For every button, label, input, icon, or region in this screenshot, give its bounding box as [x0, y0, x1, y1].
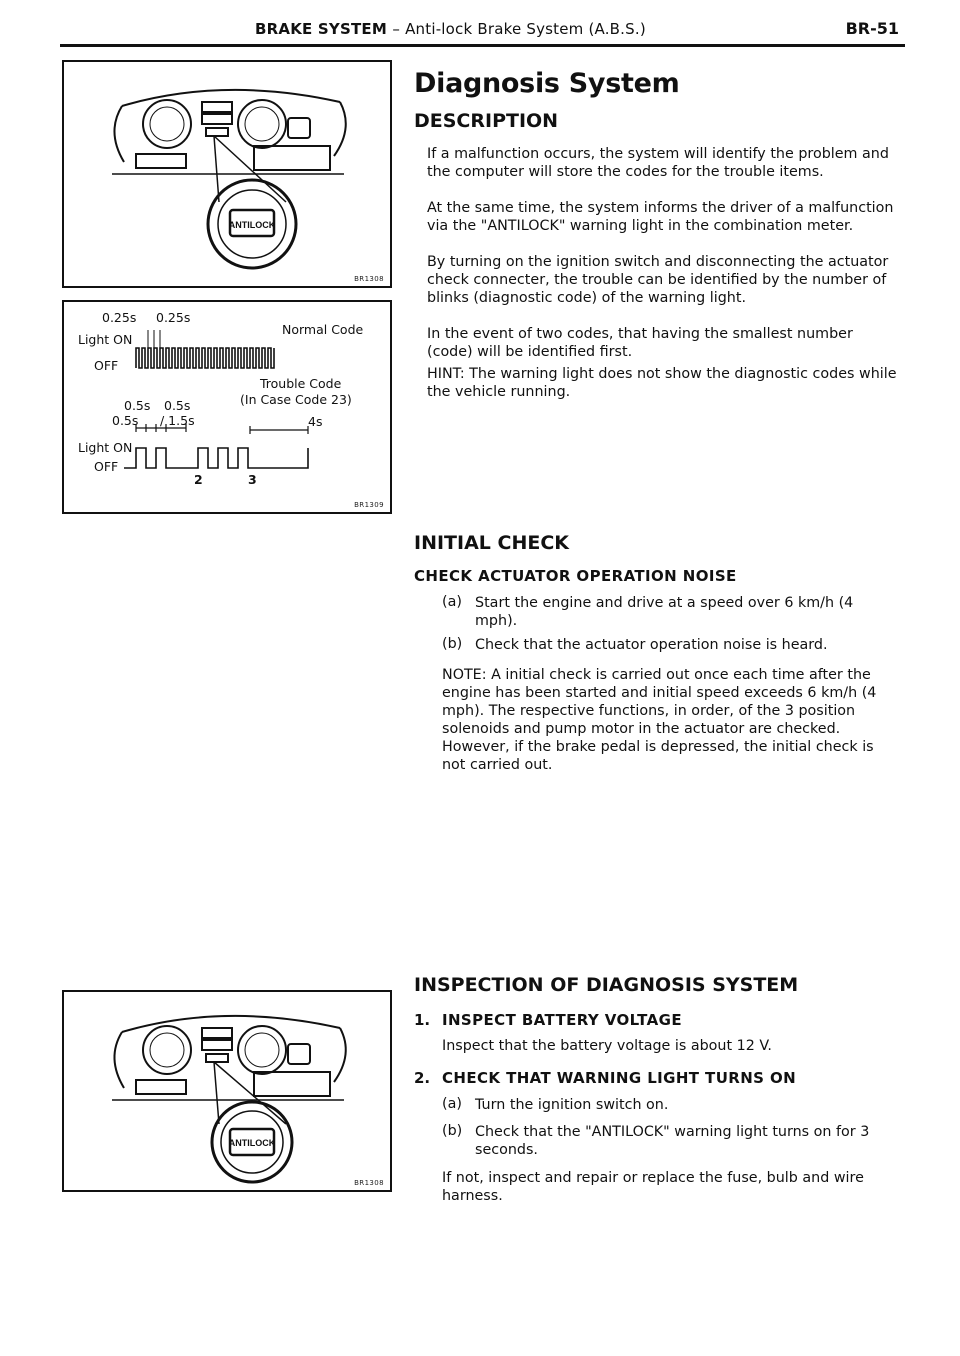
antilock-badge-text-2: ANTILOCK	[228, 1138, 276, 1148]
figure-code: BR1308	[354, 1179, 384, 1187]
blink-waveforms	[64, 302, 390, 512]
figure-code: BR1308	[354, 275, 384, 283]
figure-code: BR1309	[354, 501, 384, 509]
item-title-battery-voltage: INSPECT BATTERY VOLTAGE	[442, 1011, 682, 1029]
step-label-a: (a)	[442, 594, 462, 610]
note-paragraph: NOTE: A initial check is carried out once each time after the engine has been started and initial speed exceeds 6 km/h (4 mph). The respective functions, in order, of the 3 position solenoids and pump motor in the actuator are checked. However, if the brake pedal is depressed, the initial check is not carried out.	[442, 667, 877, 773]
header-title: BRAKE SYSTEM – Anti-lock Brake System (A.B.S.)	[255, 20, 646, 38]
trouble-off-label: OFF	[94, 459, 119, 474]
trouble-t05c: 0.5s	[112, 413, 139, 428]
hint-paragraph: HINT: The warning light does not show the diagnostic codes while the vehicle running.	[427, 366, 897, 400]
step-text-a: Start the engine and drive at a speed over 6 km/h (4 mph).	[475, 595, 854, 629]
warning-step-label-b: (b)	[442, 1123, 463, 1139]
heading-inspection-diagnosis-system: INSPECTION OF DIAGNOSIS SYSTEM	[414, 974, 799, 996]
step-label-b: (b)	[442, 636, 463, 652]
trouble-light-on-label: Light ON	[78, 440, 133, 455]
combination-meter-illustration-2	[64, 992, 390, 1190]
trouble-t15: / 1.5s	[160, 413, 195, 428]
item-number-2: 2.	[414, 1069, 431, 1087]
item-number-1: 1.	[414, 1011, 431, 1029]
description-paragraph-2: At the same time, the system informs the driver of a malfunction via the "ANTILOCK" warning light in the combination meter.	[427, 200, 894, 234]
combination-meter-illustration	[64, 62, 390, 286]
normal-t2: 0.25s	[156, 310, 191, 325]
warning-step-label-a: (a)	[442, 1096, 462, 1112]
trouble-code-case-label: (In Case Code 23)	[240, 392, 352, 407]
digit-3-label: 3	[248, 472, 257, 487]
page-number: BR-51	[845, 19, 899, 38]
trouble-code-waveform	[124, 448, 308, 468]
normal-light-on-label: Light ON	[78, 332, 133, 347]
section-title-diagnosis-system: Diagnosis System	[414, 68, 680, 99]
normal-code-waveform	[136, 348, 274, 368]
normal-off-label: OFF	[94, 358, 119, 373]
heading-description: DESCRIPTION	[414, 110, 559, 132]
warning-step-text-a: Turn the ignition switch on.	[475, 1097, 669, 1113]
digit-2-label: 2	[194, 472, 203, 487]
trouble-code-label: Trouble Code	[260, 376, 342, 391]
trouble-t05b: 0.5s	[164, 398, 191, 413]
figure-combination-meter	[62, 60, 392, 288]
item-title-warning-light: CHECK THAT WARNING LIGHT TURNS ON	[442, 1069, 797, 1087]
description-paragraph-4: In the event of two codes, that having the smallest number (code) will be identified first.	[427, 326, 853, 360]
normal-code-label: Normal Code	[282, 322, 364, 337]
subheading-check-actuator-noise: CHECK ACTUATOR OPERATION NOISE	[414, 567, 737, 585]
antilock-badge-text: ANTILOCK	[228, 220, 276, 230]
heading-initial-check: INITIAL CHECK	[414, 532, 569, 554]
trouble-t4: 4s	[308, 414, 323, 429]
item-text-repair: If not, inspect and repair or replace the fuse, bulb and wire harness.	[442, 1170, 864, 1204]
page-header	[60, 18, 905, 47]
item-text-battery-voltage: Inspect that the battery voltage is about 12 V.	[442, 1038, 772, 1054]
trouble-t05a: 0.5s	[124, 398, 151, 413]
normal-t1: 0.25s	[102, 310, 137, 325]
description-paragraph-1: If a malfunction occurs, the system will identify the problem and the computer will store the codes for the trouble items.	[427, 146, 889, 180]
step-text-b: Check that the actuator operation noise is heard.	[475, 637, 828, 653]
figure-combination-meter-2	[62, 990, 392, 1192]
warning-step-text-b: Check that the "ANTILOCK" warning light turns on for 3 seconds.	[475, 1124, 870, 1158]
description-paragraph-3: By turning on the ignition switch and disconnecting the actuator check connecter, the trouble can be identified by the number of blinks (diagnostic code) of the warning light.	[427, 254, 889, 306]
figure-blink-timing-diagram	[62, 300, 392, 514]
